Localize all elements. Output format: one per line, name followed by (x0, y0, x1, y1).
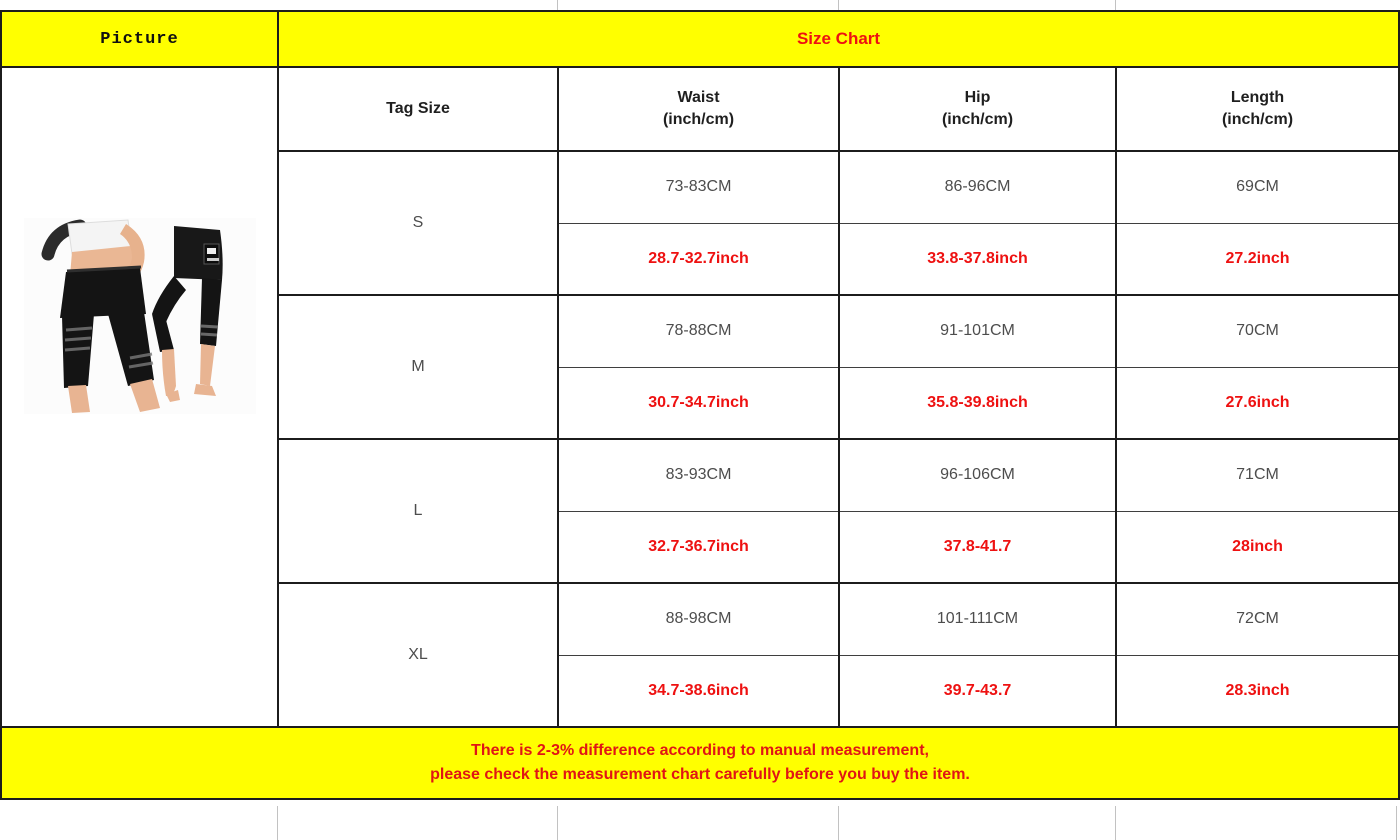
cell-length-inch-xl: 28.3inch (1116, 655, 1399, 727)
gridline-stub (1396, 806, 1397, 840)
cell-hip-inch-xl: 39.7-43.7 (839, 655, 1116, 727)
leggings-product-photo (2, 218, 277, 414)
gridline-stub (838, 806, 839, 840)
product-picture-cell (1, 67, 278, 727)
picture-column-title: Picture (1, 11, 278, 67)
cell-hip-inch-m: 35.8-39.8inch (839, 367, 1116, 439)
gridline-stub (1115, 0, 1116, 10)
gridline-stub (838, 0, 839, 10)
size-chart-title: Size Chart (278, 11, 1399, 67)
cell-waist-cm-l: 83-93CM (558, 439, 839, 511)
col-header-hip-label: Hip (964, 89, 991, 107)
size-tag-l: L (278, 439, 558, 583)
cell-waist-inch-xl: 34.7-38.6inch (558, 655, 839, 727)
size-tag-s: S (278, 151, 558, 295)
col-header-length-unit: (inch/cm) (1221, 111, 1294, 128)
cell-hip-cm-s: 86-96CM (839, 151, 1116, 223)
col-header-tag-size-label: Tag Size (386, 100, 450, 118)
cell-waist-cm-xl: 88-98CM (558, 583, 839, 655)
col-header-waist-unit: (inch/cm) (662, 111, 735, 128)
gridline-stub (277, 806, 278, 840)
col-header-hip (839, 67, 1116, 151)
leggings-photo-illustration (24, 218, 256, 414)
cell-length-inch-l: 28inch (1116, 511, 1399, 583)
cell-waist-inch-l: 32.7-36.7inch (558, 511, 839, 583)
measurement-note-banner (1, 727, 1399, 799)
measurement-note-line2: please check the measurement chart carefully before you buy the item. (430, 766, 970, 783)
cell-length-cm-m: 70CM (1116, 295, 1399, 367)
col-header-waist (558, 67, 839, 151)
cell-length-cm-xl: 72CM (1116, 583, 1399, 655)
size-chart-table (0, 10, 1400, 800)
col-header-hip-unit: (inch/cm) (941, 111, 1014, 128)
cell-waist-cm-m: 78-88CM (558, 295, 839, 367)
size-tag-m: M (278, 295, 558, 439)
cell-hip-cm-xl: 101-111CM (839, 583, 1116, 655)
cell-length-cm-s: 69CM (1116, 151, 1399, 223)
measurement-note-line1: There is 2-3% difference according to manual measurement, (471, 742, 929, 759)
cell-hip-cm-m: 91-101CM (839, 295, 1116, 367)
cell-length-inch-s: 27.2inch (1116, 223, 1399, 295)
col-header-tag-size (278, 67, 558, 151)
gridline-stub (557, 0, 558, 10)
col-header-waist-label: Waist (677, 89, 720, 107)
cell-hip-inch-l: 37.8-41.7 (839, 511, 1116, 583)
gridline-stub (557, 806, 558, 840)
gridline-stub (1115, 806, 1116, 840)
cell-hip-inch-s: 33.8-37.8inch (839, 223, 1116, 295)
col-header-length-label: Length (1230, 89, 1285, 107)
cell-waist-cm-s: 73-83CM (558, 151, 839, 223)
cell-hip-cm-l: 96-106CM (839, 439, 1116, 511)
cell-waist-inch-m: 30.7-34.7inch (558, 367, 839, 439)
cell-waist-inch-s: 28.7-32.7inch (558, 223, 839, 295)
cell-length-inch-m: 27.6inch (1116, 367, 1399, 439)
size-tag-xl: XL (278, 583, 558, 727)
col-header-length (1116, 67, 1399, 151)
cell-length-cm-l: 71CM (1116, 439, 1399, 511)
